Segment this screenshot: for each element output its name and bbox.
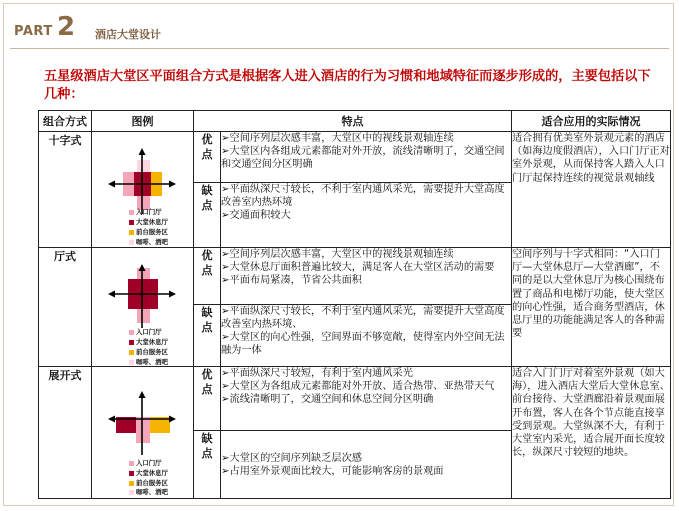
expanded-layout-diagram [92,367,194,497]
type-cross: 十字式 [39,132,92,248]
table-row [39,248,671,305]
legend-swatch-entrance [129,330,134,335]
pros-item: ➢大堂休息厅面积普遍比较大，满足客人在大堂区活动的需要 [221,262,495,273]
legend-swatch-entrance [129,461,134,466]
legend-swatch-lounge [129,471,134,476]
slide-header [0,0,679,50]
pros-item: ➢大堂区为各组成元素都能对外开放、适合热带、亚热带天气 [221,381,495,392]
legend-cafe: 咖啡、酒吧 [136,488,168,496]
header-fit: 适合应用的实际情况 [512,111,671,132]
legend-entrance: 入口门厅 [136,208,162,216]
pros-item: ➢流线清晰明了，交通空间和休息空间分区明确 [221,394,434,405]
cons-item: ➢大堂区的向心性强，空间界面不够宽敞，使得室内外空间无法融为一体 [221,332,505,356]
pros-item: ➢平面纵深尺寸较短，有利于室内通风采光 [221,368,413,379]
cons-cell [221,431,512,499]
entrance-block [136,417,150,443]
legend-lounge: 大堂休息厅 [136,218,168,226]
legend-swatch-front-desk [129,230,134,235]
arrow-head-left [108,291,115,298]
table-row [39,132,671,183]
arrow-head-left [108,416,115,423]
header-diagram: 图例 [92,111,194,132]
header-features: 特点 [194,111,512,132]
pros-cell [221,367,512,431]
cons-cell [221,183,512,248]
pros-cell [221,248,512,305]
legend-swatch-front-desk [129,350,134,355]
cons-item: ➢交通面积较大 [221,210,291,221]
legend-entrance: 入口门厅 [136,328,162,336]
legend-front-desk: 前台服务区 [136,348,168,356]
pros-label: 优 点 [194,367,221,431]
diagram-cross [92,132,194,248]
header-type: 组合方式 [39,111,92,132]
legend-swatch-lounge [129,340,134,345]
part-number: 2 [57,12,76,42]
legend-cafe: 咖啡、酒吧 [136,358,168,366]
legend-front-desk: 前台服务区 [136,228,168,236]
pros-label: 优 点 [194,248,221,305]
intro-text: 五星级酒店大堂区平面组合方式是根据客人进入酒店的行为习惯和地域特征而逐步形成的，主要包括以下几种： [44,69,651,102]
cons-item: ➢平面纵深尺寸较长，不利于室内通风采光，需要提升大堂高度改善室内热环境、 [221,306,505,330]
legend-swatch-lounge [129,220,134,225]
pros-item: ➢空间序列层次感丰富，大堂区中的视线景观轴连续 [221,249,454,260]
pros-item: ➢空间序列层次感丰富，大堂区中的视线景观轴连续 [221,133,454,144]
legend-swatch-cafe [129,490,134,495]
cafe-block [137,160,150,172]
arrow-head-right [169,416,176,423]
cons-label: 缺 点 [194,431,221,499]
cons-item: ➢占用室外景观面比较大，可能影响客房的景观面 [221,465,444,477]
arrow-head-right [169,291,176,298]
cons-item: ➢平面纵深尺寸较长，不利于室内通风采光，需要提升大堂高度改善室内热环境 [221,184,505,208]
fit-cell: 空间序列与十字式相同：“入口门厅—大堂休息厅—大堂酒廊”，不同的是以大堂休息厅为核心围绕布置了商品和电梯厅功能，使大堂区的向心性强，适合商务型酒店，休息厅里的功能能满足客人的各种需要 [512,248,671,367]
part-label: PART [14,24,53,39]
legend-swatch-cafe [129,360,134,365]
legend-front-desk: 前台服务区 [136,479,168,487]
table-row [39,367,671,431]
pros-cell [221,132,512,183]
legend-swatch-front-desk [129,481,134,486]
arrow-head-up [139,148,146,155]
table-header-row [39,111,671,132]
legend-lounge: 大堂休息厅 [136,469,168,477]
diagram-expanded [92,367,194,499]
pros-label: 优 点 [194,132,221,183]
arrow-head-up [139,264,146,271]
section-title: 酒店大堂设计 [95,28,161,41]
type-hall: 厅式 [39,248,92,367]
cons-label: 缺 点 [194,183,221,248]
arrow-head-up [139,391,146,398]
arrow-head-left [108,181,115,188]
legend-swatch-cafe [129,240,134,245]
legend-cafe: 咖啡、酒吧 [136,238,168,246]
fit-cell: 适合拥有优美室外景观元素的酒店（如海边度假酒店），入口门厅正对室外景观，从而保持客人踏入人口门厅起保持连续的视觉景观轴线 [512,132,671,248]
type-expanded: 展开式 [39,367,92,499]
legend-swatch-entrance [129,210,134,215]
cons-item: ➢大堂区的空间序列缺乏层次感 [221,452,362,464]
lobby-layout-table [38,110,671,499]
cons-cell [221,305,512,367]
fit-cell: 适合入门门厅对着室外景观（如大海），进入酒店大堂后大堂休息室、前台接待、大堂酒廊沿着景观面展开布置，客人在各个节点能直接享受到景观。大堂纵深不大，有利于大堂室内采光，适合展开面长度较长，纵深尺寸较短的地块。 [512,367,671,499]
diagram-hall [92,248,194,367]
cons-label: 缺 点 [194,305,221,367]
pros-item: ➢大堂区内各组成元素都能对外开放，流线清晰明了，交通空间和交通空间分区明确 [221,146,505,170]
entrance-block-bottom [137,309,150,323]
arrow-head-right [169,181,176,188]
legend-entrance: 入口门厅 [136,459,162,467]
pros-item: ➢平面布局紧凑，节省公共面积 [221,275,362,286]
header-divider [10,48,669,49]
legend-lounge: 大堂休息厅 [136,338,168,346]
